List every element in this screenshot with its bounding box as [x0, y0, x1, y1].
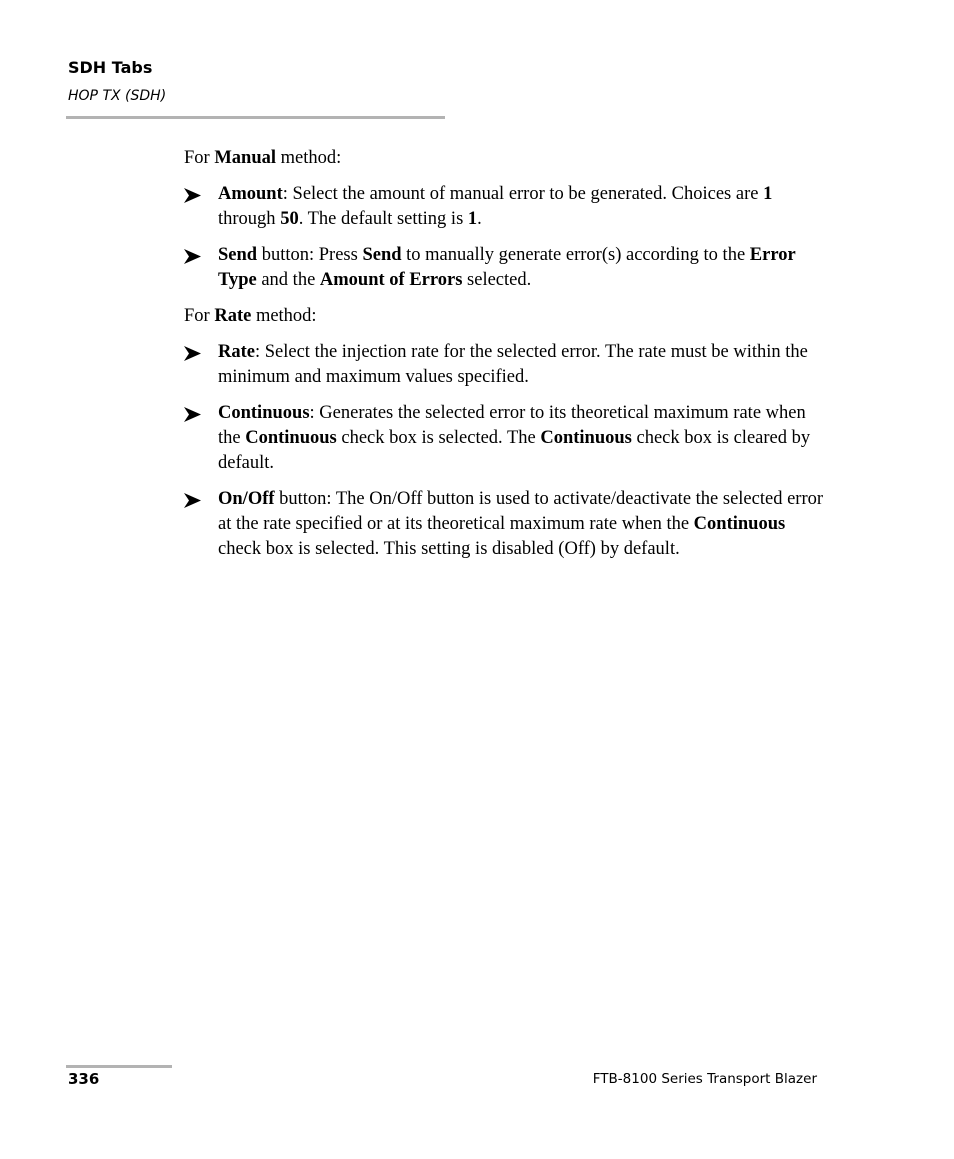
main-content — [184, 146, 824, 573]
arrow-bullet-icon — [184, 407, 201, 422]
bullet-send: Send button: Press Send to manually generate error(s) according to the Error Type and the Amount of Errors selected. — [184, 243, 824, 293]
arrow-bullet-icon — [184, 249, 201, 264]
header-rule — [66, 116, 445, 119]
bullet-continuous: Continuous: Generates the selected error to its theoretical maximum rate when the Continuous check box is selected. The Continuous check box is cleared by default. — [184, 401, 824, 476]
document-title: FTB-8100 Series Transport Blazer — [592, 1071, 817, 1087]
bullet-amount: Amount: Select the amount of manual error to be generated. Choices are 1 through 50. The default setting is 1. — [184, 182, 824, 232]
arrow-bullet-icon — [184, 493, 201, 508]
bullet-on-off: On/Off button: The On/Off button is used to activate/deactivate the selected error at the rate specified or at its theoretical maximum rate when the Continuous check box is selected. This setting is disabled (Off) by default. — [184, 487, 824, 562]
section-title: SDH Tabs — [68, 58, 153, 77]
page-number: 336 — [68, 1070, 100, 1088]
arrow-bullet-icon — [184, 346, 201, 361]
bullet-rate: Rate: Select the injection rate for the selected error. The rate must be within the minimum and maximum values specified. — [184, 340, 824, 390]
manual-method-intro: For Manual method: — [184, 148, 342, 168]
rate-method-intro: For Rate method: — [184, 306, 317, 326]
arrow-bullet-icon — [184, 188, 201, 203]
footer-rule — [66, 1065, 172, 1068]
subsection-title: HOP TX (SDH) — [68, 88, 167, 104]
